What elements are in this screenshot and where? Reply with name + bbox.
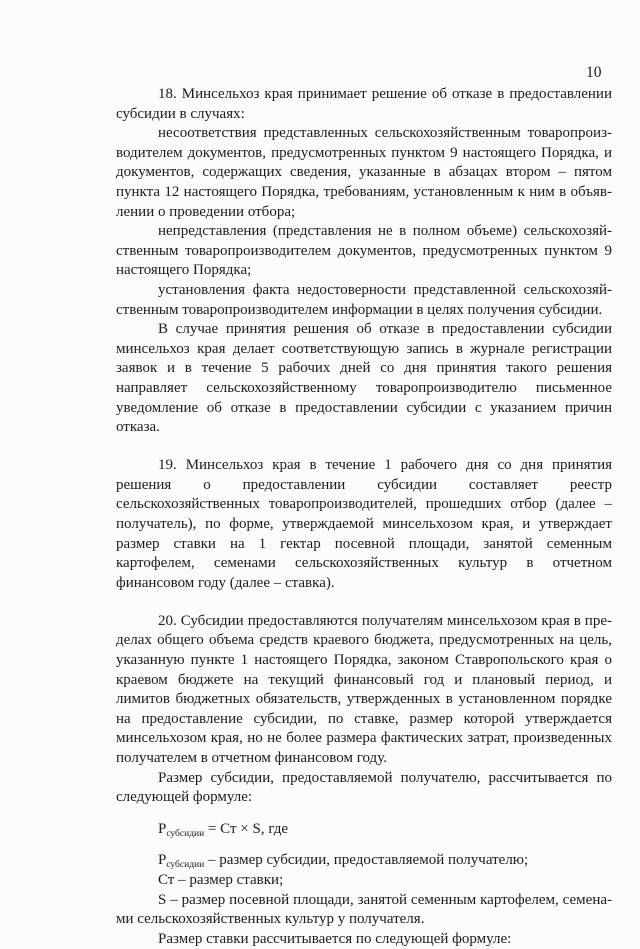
paragraph-18-intro: 18. Минсельхоз края принимает решение об отказе в предоставлении субсидии в случаях: (116, 86, 612, 122)
paragraph-18-case-2: непредставления (представления не в полном объеме) сельскохозяйственным товаропроизводителем документов, предусмотренных пунктом 9 настоящего Порядка; (116, 223, 612, 279)
formula-symbol: P (158, 820, 167, 837)
paragraph-18-refusal: В случае принятия решения об отказе в предоставлении субсидии минсельхоз края делает соответствующую запись в журнале регистрации заявок и в течение 5 рабочих дней со дня принятия такого решения направляет сельскохозяйственному товаропроизводителю письменное уведомление об отказе в предоставлении субсидии с указанием причин отказа. (116, 321, 612, 436)
definition-text: – размер субсидии, предоставляемой получателю; (204, 852, 529, 869)
definition-symbol: P (158, 852, 167, 869)
paragraph-18-case-1: несоответствия представленных сельскохозяйственным товаропроизводителем документов, предусмотренных пунктом 9 настоящего Порядка, и документов, содержащих сведения, указанные в абзацах втором – пятом пункта 12 настоящего Порядка, требованиям, установленным к ним в объявлении о проведении отбора; (116, 125, 612, 220)
subsidy-formula (116, 820, 612, 840)
paragraph-20: 20. Субсидии предоставляются получателям минсельхозом края в пределах общего объема средств краевого бюджета, предусмотренных на цель, указанную пункте 1 настоящего Порядка, законом Ставропольского края о краевом бюджете на текущий финансовый год и плановый период, и лимитов бюджетных обязательств, утвержденных в установленном порядке на предоставление субсидии, по ставке, размер которой утверждается минсельхозом края, но не более размера фактических затрат, произведенных получателем в отчетном финансовом году. (116, 612, 612, 766)
paragraph-20-formula-intro: Размер субсидии, предоставляемой получателю, рассчитывается по следующей формуле: (116, 769, 612, 806)
paragraph-18-case-3: установления факта недостоверности представленной сельскохозяйственным товаропроизводителем информации в целях получения субсидии. (116, 281, 612, 318)
page-number: 10 (586, 64, 602, 81)
formula-expression: = Ст × S, где (204, 820, 289, 837)
definition-subsidy (116, 851, 612, 871)
rate-formula-intro: Размер ставки рассчитывается по следующей формуле: (158, 930, 512, 947)
paragraph-19: 19. Минсельхоз края в течение 1 рабочего дня со дня принятия решения о предоставлении субсидии составляет реестр сельскохозяйственных товаропроизводителей, прошедших отбор (далее – получатель), по форме, утверждаемой минсельхозом края, и утверждает размер ставки на 1 гектар посевной площади, занятой семенным картофелем, семенами сельскохозяйственных культур в отчетном финансовом году (далее – ставка). (116, 457, 612, 591)
definition-subscript: субсидии (166, 860, 205, 871)
definition-rate: Ст – размер ставки; (158, 871, 284, 888)
definition-area: S – размер посевной площади, занятой семенным картофелем, семенами сельскохозяйственных культур у получателя. (116, 891, 612, 928)
formula-subscript: субсидии (166, 828, 205, 839)
document-body (116, 85, 612, 949)
